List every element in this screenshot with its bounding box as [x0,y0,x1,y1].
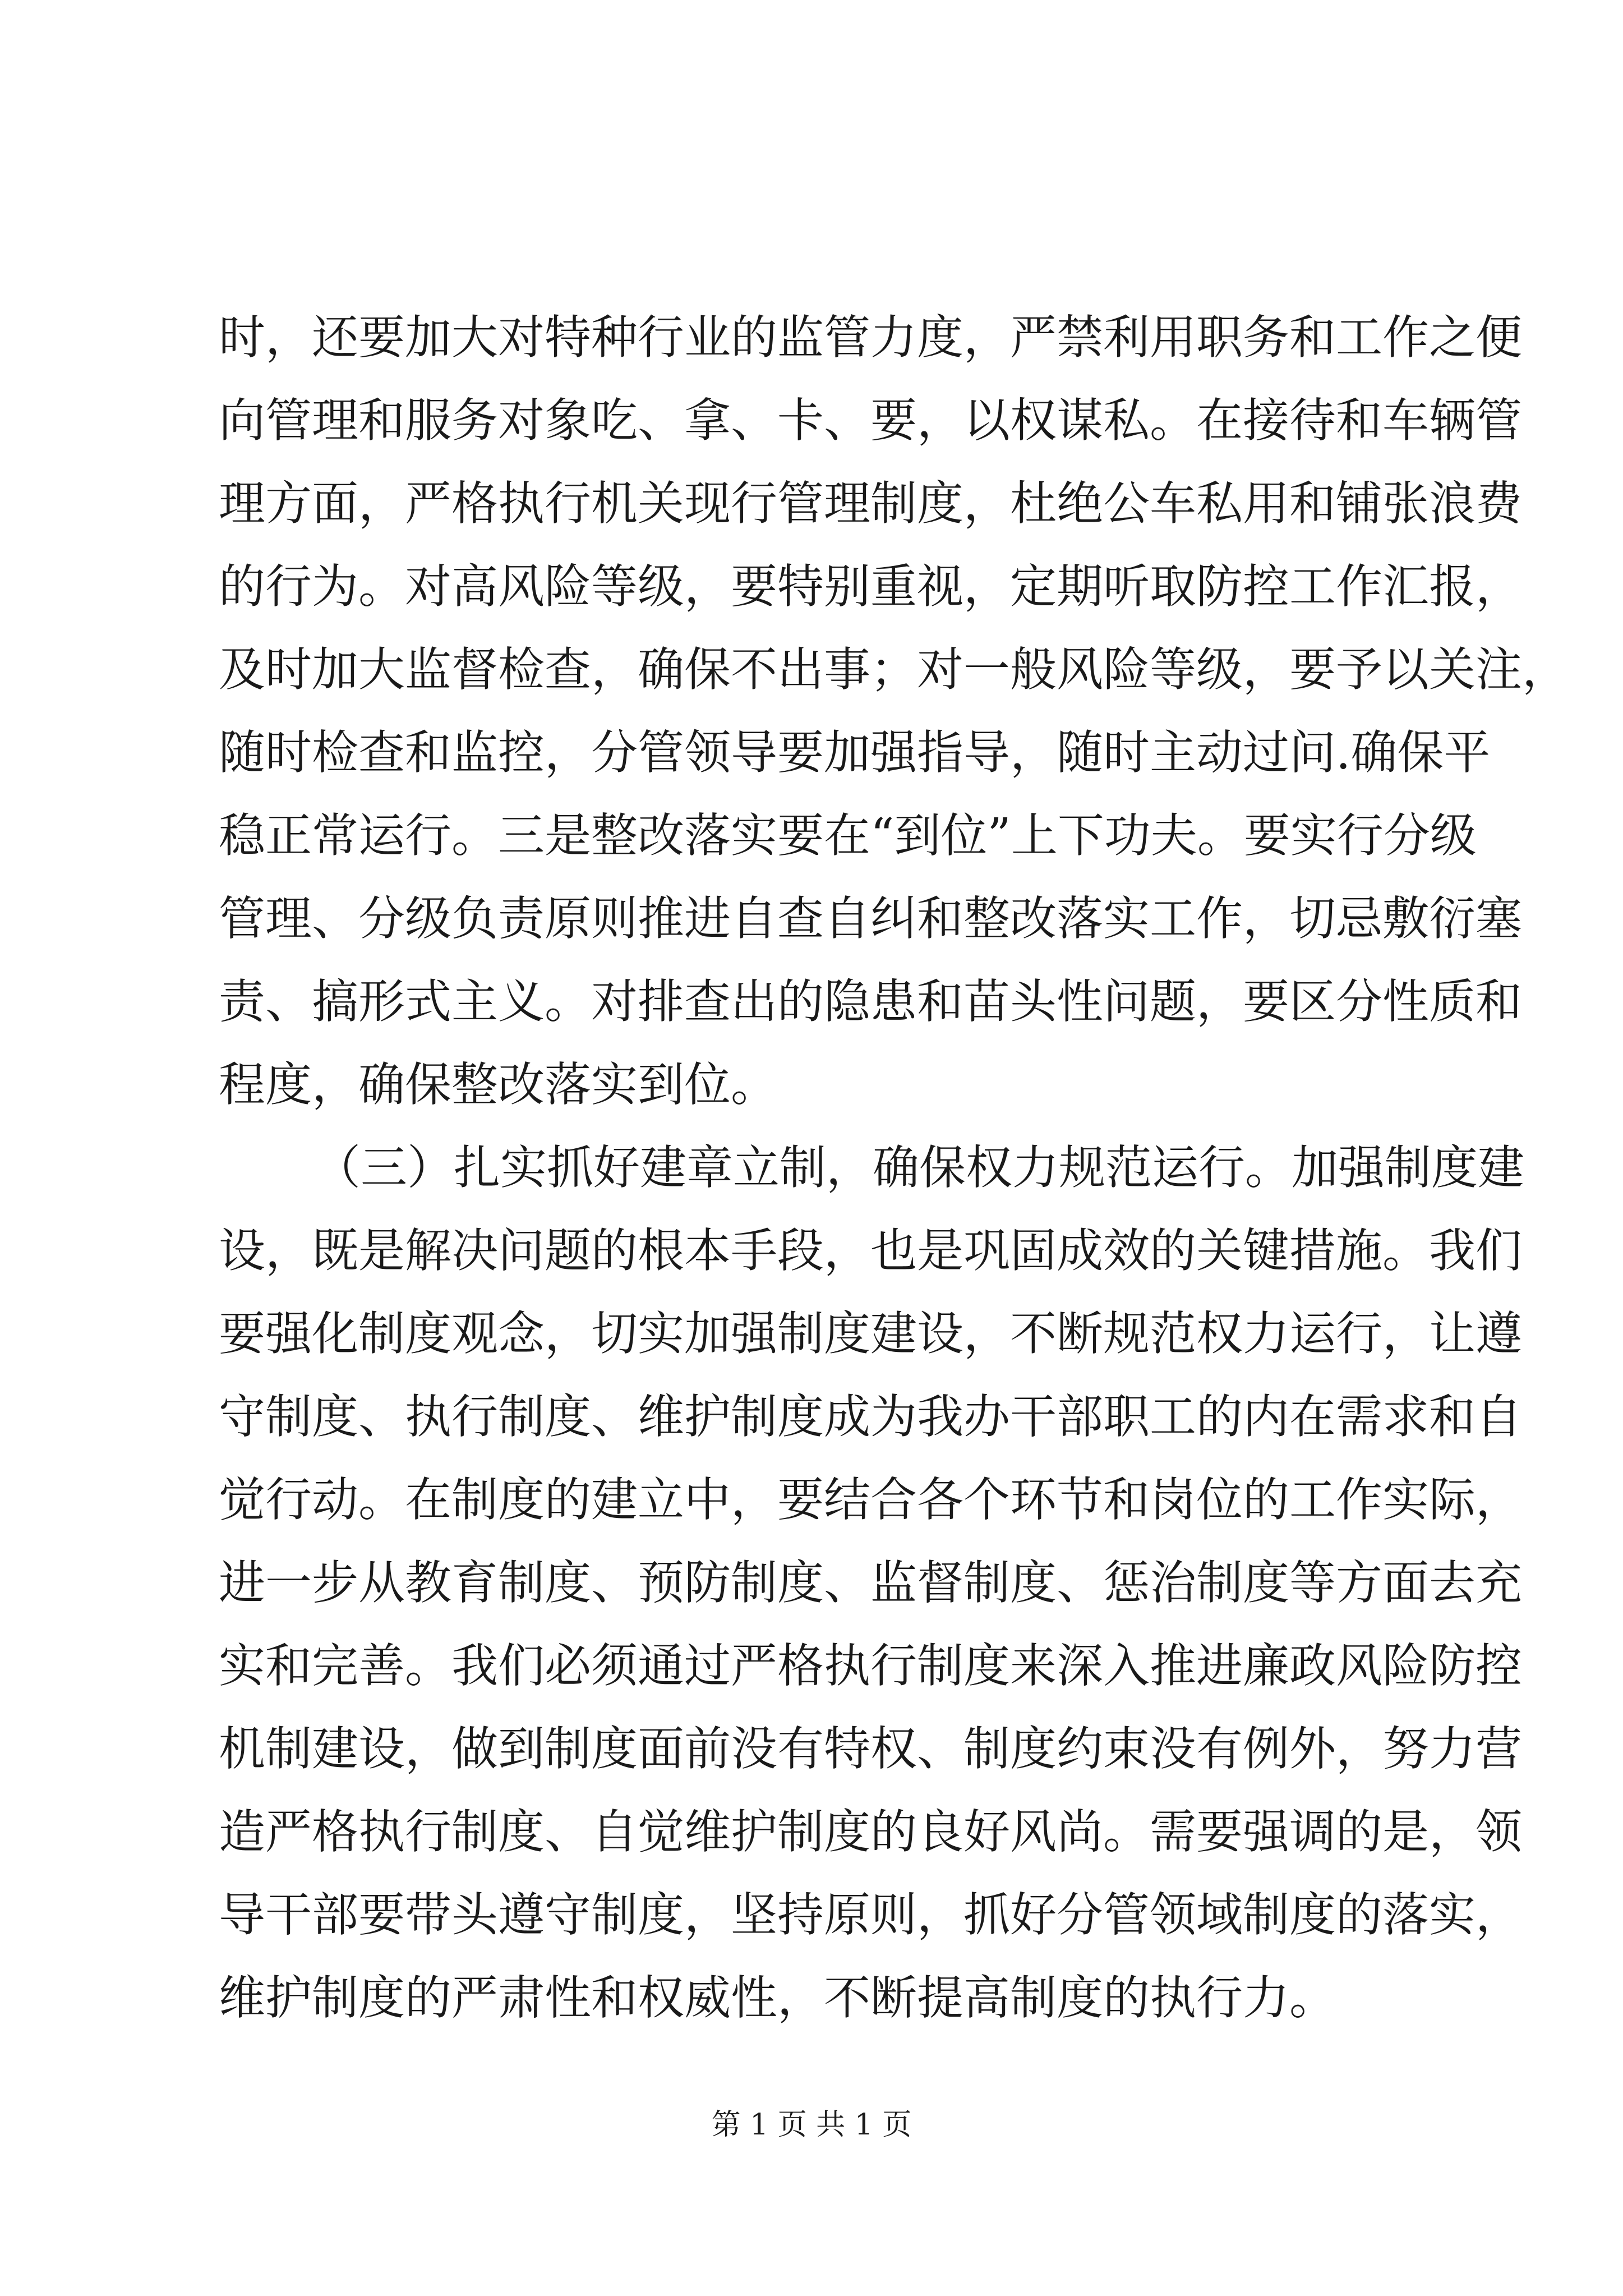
paragraph-1-line-10: 程度，确保整改落实到位。 [219,1057,777,1112]
paragraph-2-line-7: 实和完善。我们必须通过严格执行制度来深入推进廉政风险防控 [219,1639,1522,1693]
paragraph-1-line-1: 时，还要加大对特种行业的监管力度，严禁利用职务和工作之便 [219,310,1522,365]
paragraph-2-line-1: （三）扎实抓好建章立制，确保权力规范运行。加强制度建 [314,1140,1524,1195]
paragraph-1-line-9: 责、搞形式主义。对排查出的隐患和苗头性问题，要区分性质和 [219,974,1522,1029]
paragraph-2-line-9: 造严格执行制度、自觉维护制度的良好风尚。需要强调的是，领 [219,1805,1522,1859]
paragraph-1-line-7: 稳正常运行。三是整改落实要在“到位”上下功夫。要实行分级 [219,808,1477,863]
paragraph-1-line-8: 管理、分级负责原则推进自查自纠和整改落实工作，切忌敷衍塞 [219,891,1522,946]
paragraph-2-line-4: 守制度、执行制度、维护制度成为我办干部职工的内在需求和自 [219,1389,1522,1444]
paragraph-2-line-5: 觉行动。在制度的建立中，要结合各个环节和岗位的工作实际， [219,1473,1522,1527]
paragraph-1-line-4: 的行为。对高风险等级，要特别重视，定期听取防控工作汇报， [219,559,1522,614]
paragraph-2-line-8: 机制建设，做到制度面前没有特权、制度约束没有例外，努力营 [219,1722,1522,1776]
page-number-footer: 第 1 页 共 1 页 [711,2108,912,2142]
paragraph-2-line-10: 导干部要带头遵守制度，坚持原则，抓好分管领域制度的落实， [219,1888,1522,1942]
paragraph-2-line-6: 进一步从教育制度、预防制度、监督制度、惩治制度等方面去充 [219,1556,1522,1610]
paragraph-2-line-11: 维护制度的严肃性和权威性，不断提高制度的执行力。 [219,1971,1336,2025]
paragraph-2-line-3: 要强化制度观念，切实加强制度建设，不断规范权力运行，让遵 [219,1306,1522,1361]
paragraph-1-line-3: 理方面，严格执行机关现行管理制度，杜绝公车私用和铺张浪费 [219,476,1522,531]
document-body [219,296,1569,2040]
paragraph-2-line-2: 设，既是解决问题的根本手段，也是巩固成效的关键措施。我们 [219,1223,1522,1278]
paragraph-1-line-6: 随时检查和监控，分管领导要加强指导，随时主动过问.确保平 [219,725,1491,780]
paragraph-1-line-2: 向管理和服务对象吃、拿、卡、要，以权谋私。在接待和车辆管 [219,393,1522,448]
paragraph-1-line-5: 及时加大监督检查，确保不出事；对一般风险等级，要予以关注， [219,642,1569,697]
